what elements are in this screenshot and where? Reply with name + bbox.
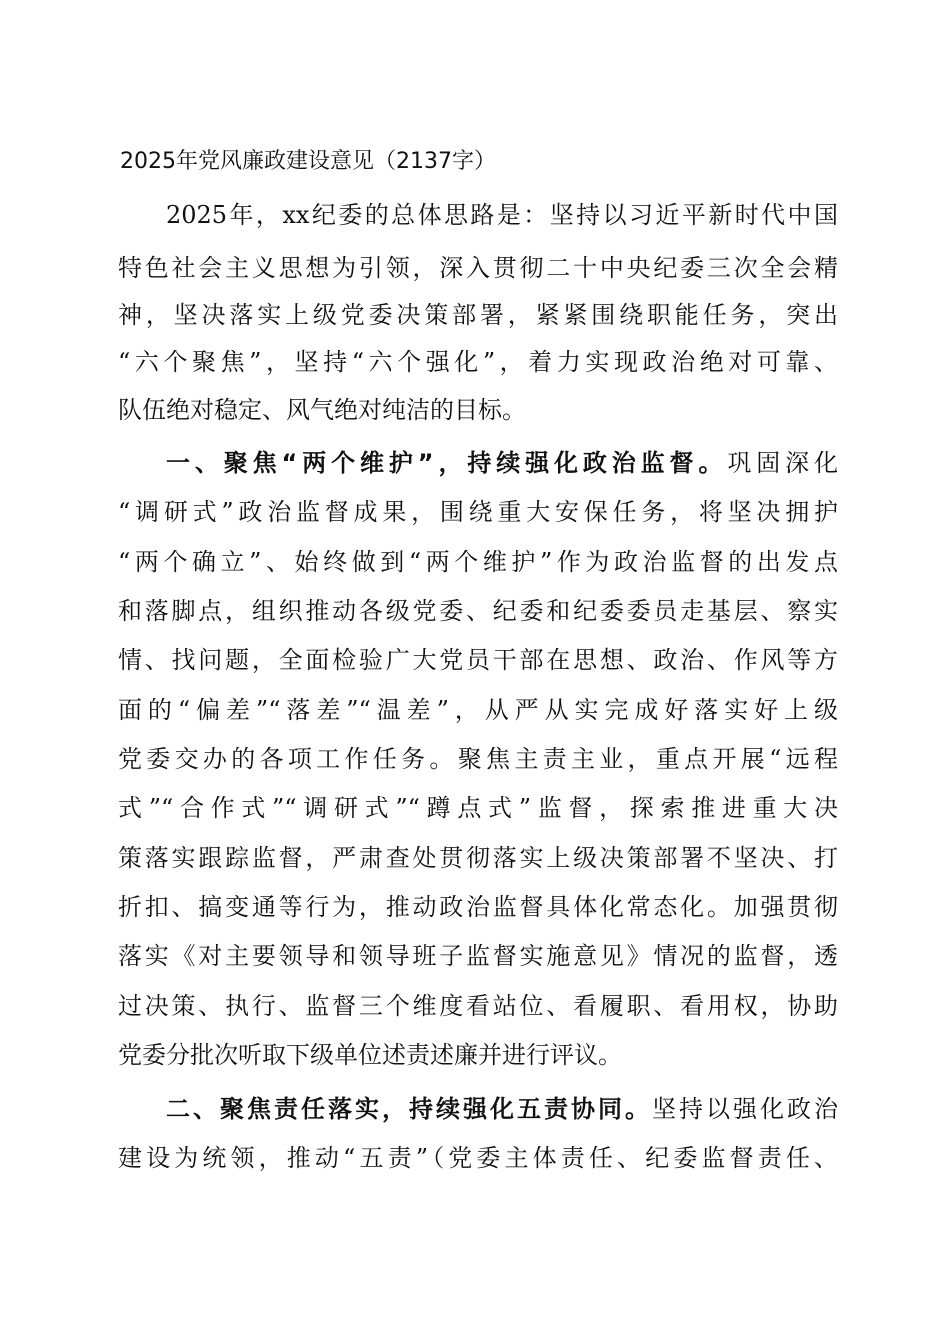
paragraph-1-line-3: 神，坚决落实上级党委决策部署，紧紧围绕职能任务，突出 (118, 301, 838, 329)
paragraph-2-line-1 (166, 445, 838, 481)
paragraph-3-line-1-rest: 坚持以强化政治 (652, 1095, 838, 1123)
paragraph-1-line-4: “六个聚焦”，坚持“六个强化”，着力实现政治绝对可靠、 (118, 348, 838, 376)
paragraph-2-line-7: 党委交办的各项工作任务。聚焦主责主业，重点开展“远程 (118, 745, 838, 773)
paragraph-2-line-8: 式”“合作式”“调研式”“蹲点式”监督，探索推进重大决 (118, 794, 838, 822)
paragraph-1-line-1: 2025年，xx纪委的总体思路是：坚持以习近平新时代中国 (166, 201, 838, 229)
paragraph-3-line-2: 建设为统领，推动“五责”（党委主体责任、纪委监督责任、 (118, 1144, 838, 1172)
section-2-heading: 二、聚焦责任落实，持续强化五责协同。 (166, 1095, 652, 1123)
section-1-heading: 一、聚焦“两个维护”，持续强化政治监督。 (166, 449, 728, 477)
paragraph-2-line-9: 策落实跟踪监督，严肃查处贯彻落实上级决策部署不坚决、打 (118, 844, 838, 872)
paragraph-3-line-1 (166, 1091, 838, 1127)
paragraph-2-line-1-rest: 巩固深化 (727, 449, 839, 477)
paragraph-2-line-13: 党委分批次听取下级单位述责述廉并进行评议。 (118, 1041, 622, 1069)
paragraph-2-line-12: 过决策、执行、监督三个维度看站位、看履职、看用权，协助 (118, 992, 838, 1020)
paragraph-2-line-2: “调研式”政治监督成果，围绕重大安保任务，将坚决拥护 (118, 498, 838, 526)
paragraph-2-line-10: 折扣、搞变通等行为，推动政治监督具体化常态化。加强贯彻 (118, 893, 838, 921)
paragraph-2-line-4: 和落脚点，组织推动各级党委、纪委和纪委委员走基层、察实 (118, 597, 838, 625)
paragraph-2-line-6: 面的“偏差”“落差”“温差”，从严从实完成好落实好上级 (118, 696, 838, 724)
paragraph-2-line-5: 情、找问题，全面检验广大党员干部在思想、政治、作风等方 (118, 646, 838, 674)
paragraph-2-line-3: “两个确立”、始终做到“两个维护”作为政治监督的出发点 (118, 548, 838, 576)
document-title: 2025年党风廉政建设意见（2137字） (120, 149, 496, 174)
paragraph-1-line-5: 队伍绝对稳定、风气绝对纯洁的目标。 (118, 396, 526, 424)
paragraph-2-line-11: 落实《对主要领导和领导班子监督实施意见》情况的监督，透 (118, 942, 838, 970)
paragraph-1-line-2: 特色社会主义思想为引领，深入贯彻二十中央纪委三次全会精 (118, 254, 838, 282)
